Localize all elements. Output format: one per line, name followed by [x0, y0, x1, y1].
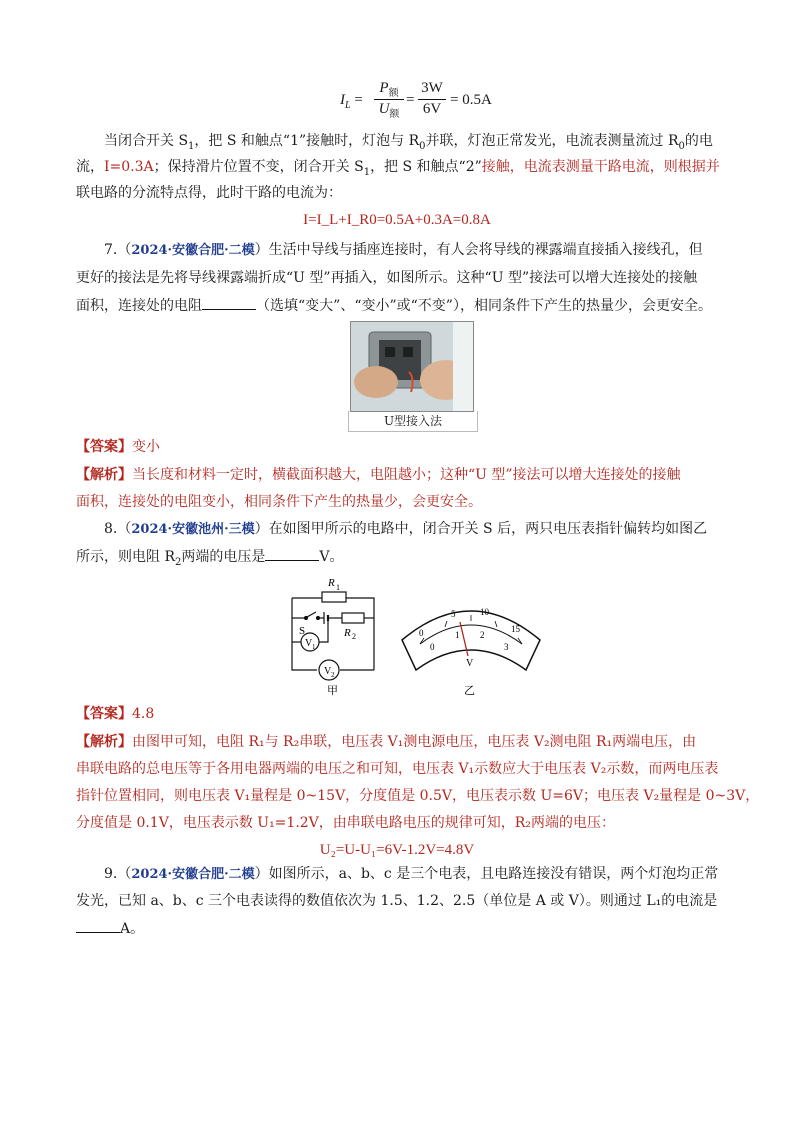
photo-caption: U型接入法	[348, 411, 478, 432]
q7-line1: 7.（2024·安徽合肥·二模）生活中导线与插座连接时，有人会将导线的裸露端直接插入接线孔，但	[104, 242, 703, 258]
formula-r2-voltage: U₂=U-U₁=6V-1.2V=4.8V	[319, 842, 475, 858]
q8-expl1: 【解析】由图甲可知，电阻 R₁与 R₂串联，电压表 V₁测电源电压，电压表 V₂测电阻 R₁两端电压，由	[76, 734, 697, 750]
q8-expl3: 指针位置相同，则电压表 V₁量程是 0~15V，分度值是 0.5V，电压表示数 U=6V；电压表 V₂量程是 0~3V，	[76, 788, 760, 804]
tick-bottom-2: 2	[480, 630, 485, 640]
tick-top-10: 10	[480, 607, 489, 617]
p1-line3: 联电路的分流特点得，此时干路的电流为：	[76, 185, 342, 201]
p1-line2: 流，I=0.3A；保持滑片位置不变，闭合开关 $S_1$，把 S 和触点“2”接触，电流表测量干路电流，则根据并	[76, 159, 720, 178]
q8-answer: 【答案】4.8	[76, 706, 155, 722]
meter-unit: V	[466, 658, 474, 669]
q9-line3: A。	[76, 918, 722, 939]
q8-expl2: 串联电路的总电压等于各用电器两端的电压之和可知，电压表 V₁示数应大于电压表 V₂示数，而两电压表	[76, 761, 719, 777]
answer-blank	[265, 546, 319, 561]
tick-top-15: 15	[511, 624, 520, 634]
svg-text:1: 1	[312, 643, 316, 651]
voltmeter-dial	[398, 600, 544, 700]
label-r1: R	[328, 577, 335, 589]
tick-bottom-1: 1	[455, 630, 460, 640]
circuit-diagram	[282, 570, 392, 700]
socket-photo	[350, 321, 474, 412]
q7-line3: 面积，连接处的电阻 （选填“变大”、“变小”或“不变”），相同条件下产生的热量少，会更安全。	[76, 295, 722, 316]
label-v2: V	[324, 666, 332, 677]
label-r2: R	[344, 627, 351, 639]
q7-expl1: 【解析】当长度和材料一定时，横截面积越大，电阻越小；这种“U 型”接法可以增大连接处的接触	[76, 467, 681, 483]
tick-bottom-3: 3	[504, 642, 509, 652]
answer-blank	[202, 295, 256, 310]
resistor-r1	[322, 592, 346, 602]
tick-top-5: 5	[451, 609, 456, 619]
q9-line1: 9.（2024·安徽合肥·二模）如图所示，a、b、c 是三个电表，且电路连接没有错误，两个灯泡均正常	[104, 866, 719, 882]
label-s: S	[299, 625, 306, 637]
label-v1: V	[305, 638, 313, 649]
svg-text:1: 1	[336, 583, 340, 592]
q9-line2: 发光，已知 a、b、c 三个电表读得的数值依次为 1.5、1.2、2.5（单位是 A 或 V）。则通过 L₁的电流是	[76, 893, 718, 909]
formula-total-current: I=I_L+I_R0=0.5A+0.3A=0.8A	[303, 212, 491, 228]
p1-line1: 当闭合开关 $S_1$，把 S 和触点“1”接触时，灯泡与 $R_0$并联，灯泡正常发光，电流表测量流过 $R_0$的电	[104, 133, 713, 152]
q7-answer: 【答案】变小	[76, 439, 160, 455]
tick-top-0: 0	[419, 628, 424, 638]
label-yi: 乙	[464, 684, 475, 697]
svg-text:2: 2	[331, 671, 335, 679]
formula-current-lamp: $I_L$ = $P_额$ $U_额$ = 3W 6V = 0.5A	[340, 80, 492, 120]
q8-line2: 所示，则电阻 $R_2$两端的电压是 V。	[76, 546, 722, 573]
q8-expl4: 分度值是 0.1V，电压表示数 U₁=1.2V，由串联电路电压的规律可知，R₂两端的电压：	[76, 815, 615, 831]
q8-line1: 8.（2024·安徽池州·三模）在如图甲所示的电路中，闭合开关 S 后，两只电压表指针偏转均如图乙	[104, 521, 708, 537]
answer-blank	[76, 918, 120, 933]
label-jia: 甲	[327, 684, 338, 697]
svg-text:2: 2	[352, 632, 356, 641]
tick-bottom-0: 0	[430, 642, 435, 652]
q7-expl2: 面积，连接处的电阻变小，相同条件下产生的热量少，会更安全。	[76, 494, 482, 510]
q7-line2: 更好的接法是先将导线裸露端折成“U 型”再插入，如图所示。这种“U 型”接法可以增大连接处的接触	[76, 270, 698, 286]
resistor-r2	[342, 613, 364, 623]
